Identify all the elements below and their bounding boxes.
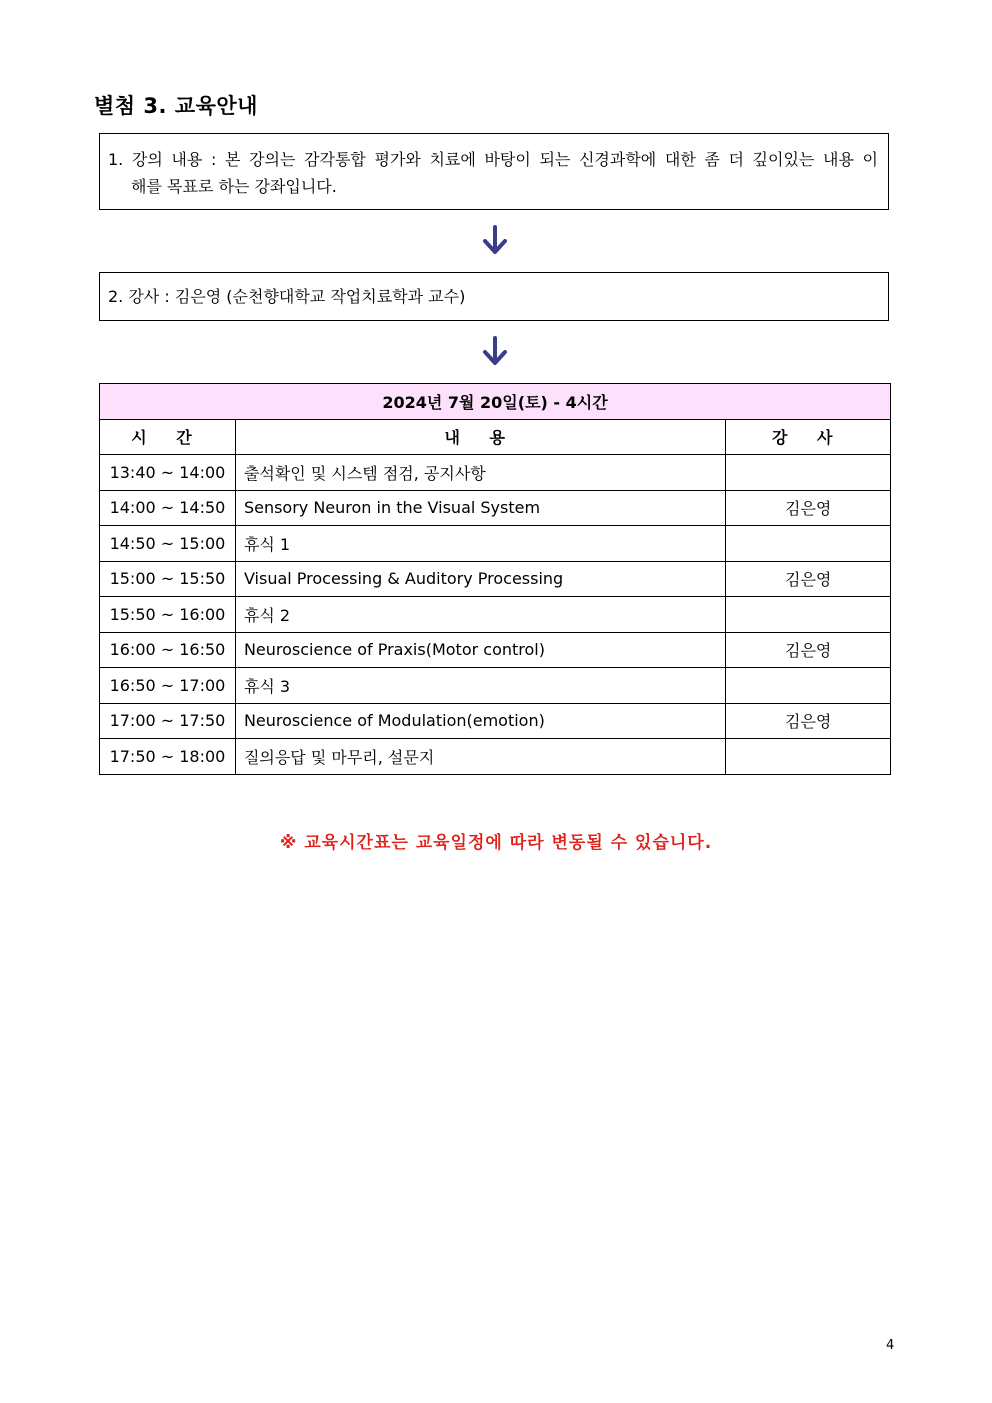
row-time: 17:00 ~ 17:50 [100, 703, 236, 739]
arrow-down-icon [482, 225, 508, 255]
row-lecturer: 김은영 [726, 490, 891, 526]
schedule-table [99, 383, 891, 775]
table-row [100, 597, 891, 633]
row-content: Visual Processing & Auditory Processing [235, 561, 725, 597]
row-lecturer [726, 526, 891, 562]
row-content: 휴식 2 [235, 597, 725, 633]
row-content: 출석확인 및 시스템 점검, 공지사항 [235, 455, 725, 491]
row-time: 13:40 ~ 14:00 [100, 455, 236, 491]
table-row [100, 703, 891, 739]
row-content: Neuroscience of Modulation(emotion) [235, 703, 725, 739]
row-content: 질의응답 및 마무리, 설문지 [235, 739, 725, 775]
lecturer-box [99, 272, 889, 321]
row-lecturer [726, 668, 891, 704]
lecturer-info: 2. 강사 : 김은영 (순천향대학교 작업치료학과 교수) [108, 287, 466, 306]
row-time: 15:50 ~ 16:00 [100, 597, 236, 633]
row-content: 휴식 3 [235, 668, 725, 704]
row-lecturer: 김은영 [726, 632, 891, 668]
table-row [100, 632, 891, 668]
row-time: 16:00 ~ 16:50 [100, 632, 236, 668]
table-row [100, 668, 891, 704]
row-time: 17:50 ~ 18:00 [100, 739, 236, 775]
schedule-notice: ※ 교육시간표는 교육일정에 따라 변동될 수 있습니다. [279, 833, 713, 853]
course-content-line-2: 해를 목표로 하는 강좌입니다. [131, 177, 337, 196]
page-number: 4 [886, 1338, 895, 1353]
row-content: Neuroscience of Praxis(Motor control) [235, 632, 725, 668]
table-row [100, 561, 891, 597]
row-time: 14:50 ~ 15:00 [100, 526, 236, 562]
row-time: 14:00 ~ 14:50 [100, 490, 236, 526]
page-title: 별첨 3. 교육안내 [94, 94, 258, 118]
table-row [100, 490, 891, 526]
row-lecturer [726, 739, 891, 775]
table-row [100, 526, 891, 562]
schedule-banner-row [100, 384, 891, 420]
row-time: 16:50 ~ 17:00 [100, 668, 236, 704]
row-lecturer [726, 597, 891, 633]
row-lecturer [726, 455, 891, 491]
row-content: 휴식 1 [235, 526, 725, 562]
row-time: 15:00 ~ 15:50 [100, 561, 236, 597]
row-content: Sensory Neuron in the Visual System [235, 490, 725, 526]
course-content-line-1: 1. 강의 내용 : 본 강의는 감각통합 평가와 치료에 바탕이 되는 신경과학에 대한 좀 더 깊이있는 내용 이 [108, 150, 878, 169]
header-content: 내 용 [235, 419, 725, 455]
course-content-box [99, 133, 889, 210]
arrow-down-icon [482, 336, 508, 366]
table-row [100, 739, 891, 775]
schedule-banner: 2024년 7월 20일(토) - 4시간 [100, 384, 891, 420]
row-lecturer: 김은영 [726, 561, 891, 597]
table-row [100, 455, 891, 491]
header-lecturer: 강 사 [726, 419, 891, 455]
row-lecturer: 김은영 [726, 703, 891, 739]
schedule-header-row [100, 419, 891, 455]
header-time: 시 간 [100, 419, 236, 455]
